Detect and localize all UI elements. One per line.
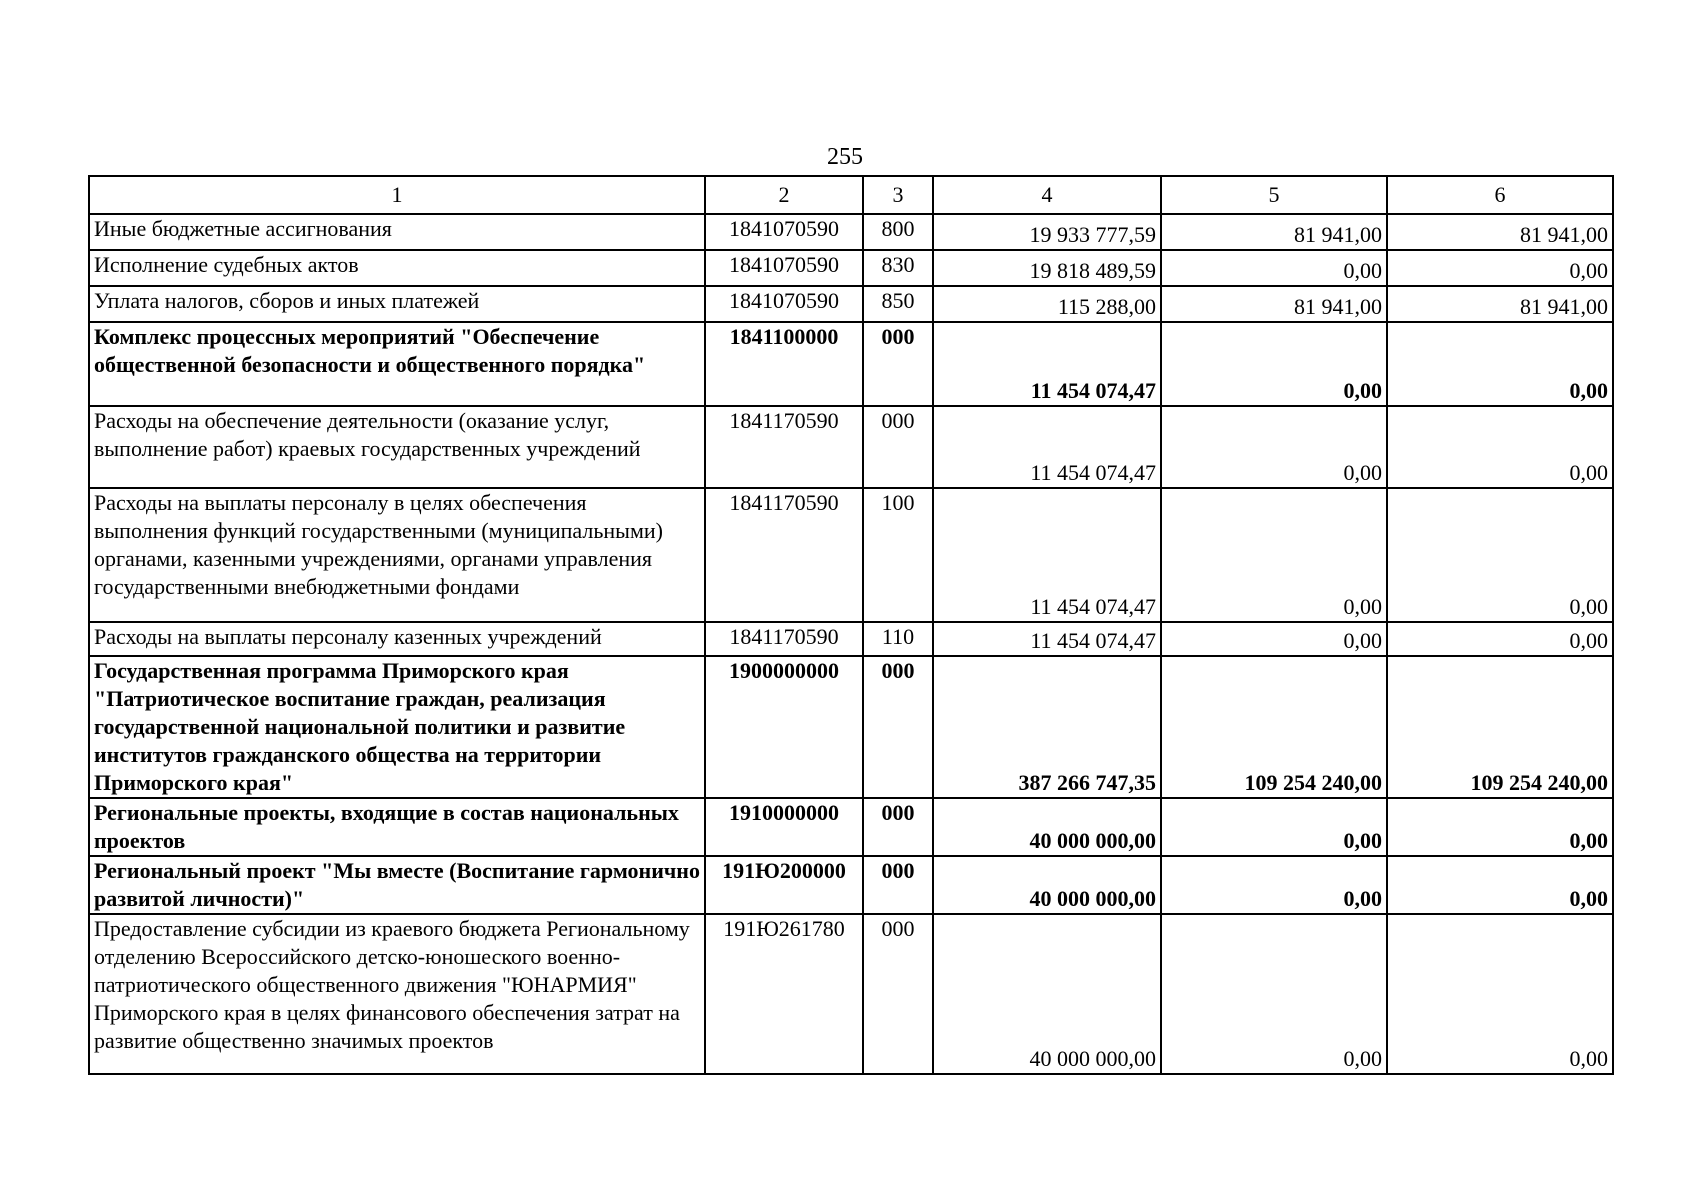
row-name-cell: Региональные проекты, входящие в состав национальных проектов (89, 798, 705, 856)
row-amount-col5: 0,00 (1161, 798, 1387, 856)
row-code-cell: 191Ю261780 (705, 914, 863, 1074)
table-row (89, 406, 1613, 488)
row-amount-col6: 0,00 (1387, 406, 1613, 488)
row-amount-col4: 115 288,00 (933, 286, 1161, 322)
row-type-cell: 000 (863, 406, 933, 488)
row-amount-col4: 19 818 489,59 (933, 250, 1161, 286)
row-amount-col6: 0,00 (1387, 322, 1613, 406)
row-code-cell: 1841070590 (705, 286, 863, 322)
row-amount-col6: 0,00 (1387, 250, 1613, 286)
row-amount-col5: 109 254 240,00 (1161, 656, 1387, 798)
table-row (89, 214, 1613, 250)
row-amount-col4: 11 454 074,47 (933, 406, 1161, 488)
row-type-cell: 000 (863, 856, 933, 914)
table-row (89, 656, 1613, 798)
row-name-cell: Расходы на обеспечение деятельности (оказание услуг, выполнение работ) краевых государственных учреждений (89, 406, 705, 488)
row-code-cell: 1841100000 (705, 322, 863, 406)
row-name-cell: Исполнение судебных актов (89, 250, 705, 286)
row-amount-col6: 0,00 (1387, 856, 1613, 914)
row-amount-col4: 11 454 074,47 (933, 622, 1161, 656)
row-code-cell: 1841070590 (705, 250, 863, 286)
row-amount-col5: 0,00 (1161, 856, 1387, 914)
budget-table (88, 175, 1614, 1075)
row-type-cell: 800 (863, 214, 933, 250)
row-code-cell: 1841170590 (705, 488, 863, 622)
row-amount-col6: 81 941,00 (1387, 214, 1613, 250)
row-name-cell: Расходы на выплаты персоналу в целях обеспечения выполнения функций государственными (муниципальными) органами, казенными учреждениями, органами управления государственными внебюджетными фондами (89, 488, 705, 622)
row-code-cell: 1841170590 (705, 406, 863, 488)
row-code-cell: 1841170590 (705, 622, 863, 656)
row-code-cell: 1910000000 (705, 798, 863, 856)
row-type-cell: 000 (863, 914, 933, 1074)
row-code-cell: 191Ю200000 (705, 856, 863, 914)
row-amount-col5: 0,00 (1161, 488, 1387, 622)
row-name-cell: Иные бюджетные ассигнования (89, 214, 705, 250)
page-number: 255 (827, 144, 863, 170)
column-header: 6 (1387, 176, 1613, 214)
row-amount-col5: 81 941,00 (1161, 286, 1387, 322)
row-type-cell: 000 (863, 322, 933, 406)
row-type-cell: 850 (863, 286, 933, 322)
row-amount-col5: 0,00 (1161, 622, 1387, 656)
column-header: 4 (933, 176, 1161, 214)
row-name-cell: Государственная программа Приморского края "Патриотическое воспитание граждан, реализация государственной национальной политики и развитие институтов гражданского общества на территории Приморского края" (89, 656, 705, 798)
table-row (89, 286, 1613, 322)
row-amount-col5: 0,00 (1161, 322, 1387, 406)
row-type-cell: 000 (863, 798, 933, 856)
table-row (89, 914, 1613, 1074)
column-header: 2 (705, 176, 863, 214)
row-amount-col6: 0,00 (1387, 798, 1613, 856)
table-row (89, 322, 1613, 406)
row-amount-col6: 109 254 240,00 (1387, 656, 1613, 798)
row-name-cell: Региональный проект "Мы вместе (Воспитание гармонично развитой личности)" (89, 856, 705, 914)
row-amount-col6: 0,00 (1387, 488, 1613, 622)
row-amount-col5: 81 941,00 (1161, 214, 1387, 250)
row-amount-col4: 40 000 000,00 (933, 914, 1161, 1074)
row-amount-col4: 11 454 074,47 (933, 488, 1161, 622)
row-name-cell: Уплата налогов, сборов и иных платежей (89, 286, 705, 322)
row-name-cell: Предоставление субсидии из краевого бюджета Региональному отделению Всероссийского детско-юношеского военно-патриотического общественного движения "ЮНАРМИЯ" Приморского края в целях финансового обеспечения затрат на развитие общественно значимых проектов (89, 914, 705, 1074)
row-amount-col5: 0,00 (1161, 250, 1387, 286)
row-amount-col4: 40 000 000,00 (933, 798, 1161, 856)
row-amount-col6: 0,00 (1387, 914, 1613, 1074)
row-code-cell: 1841070590 (705, 214, 863, 250)
row-type-cell: 100 (863, 488, 933, 622)
table-row (89, 250, 1613, 286)
row-amount-col4: 19 933 777,59 (933, 214, 1161, 250)
row-type-cell: 830 (863, 250, 933, 286)
row-amount-col6: 81 941,00 (1387, 286, 1613, 322)
table-row (89, 622, 1613, 656)
table-row (89, 798, 1613, 856)
row-amount-col4: 40 000 000,00 (933, 856, 1161, 914)
row-name-cell: Комплекс процессных мероприятий "Обеспечение общественной безопасности и общественного порядка" (89, 322, 705, 406)
row-amount-col6: 0,00 (1387, 622, 1613, 656)
column-number-row (89, 176, 1613, 214)
row-type-cell: 000 (863, 656, 933, 798)
table-row (89, 856, 1613, 914)
column-header: 3 (863, 176, 933, 214)
row-amount-col5: 0,00 (1161, 406, 1387, 488)
table-row (89, 488, 1613, 622)
row-amount-col4: 11 454 074,47 (933, 322, 1161, 406)
column-header: 5 (1161, 176, 1387, 214)
row-code-cell: 1900000000 (705, 656, 863, 798)
row-amount-col5: 0,00 (1161, 914, 1387, 1074)
row-name-cell: Расходы на выплаты персоналу казенных учреждений (89, 622, 705, 656)
column-header: 1 (89, 176, 705, 214)
row-amount-col4: 387 266 747,35 (933, 656, 1161, 798)
row-type-cell: 110 (863, 622, 933, 656)
